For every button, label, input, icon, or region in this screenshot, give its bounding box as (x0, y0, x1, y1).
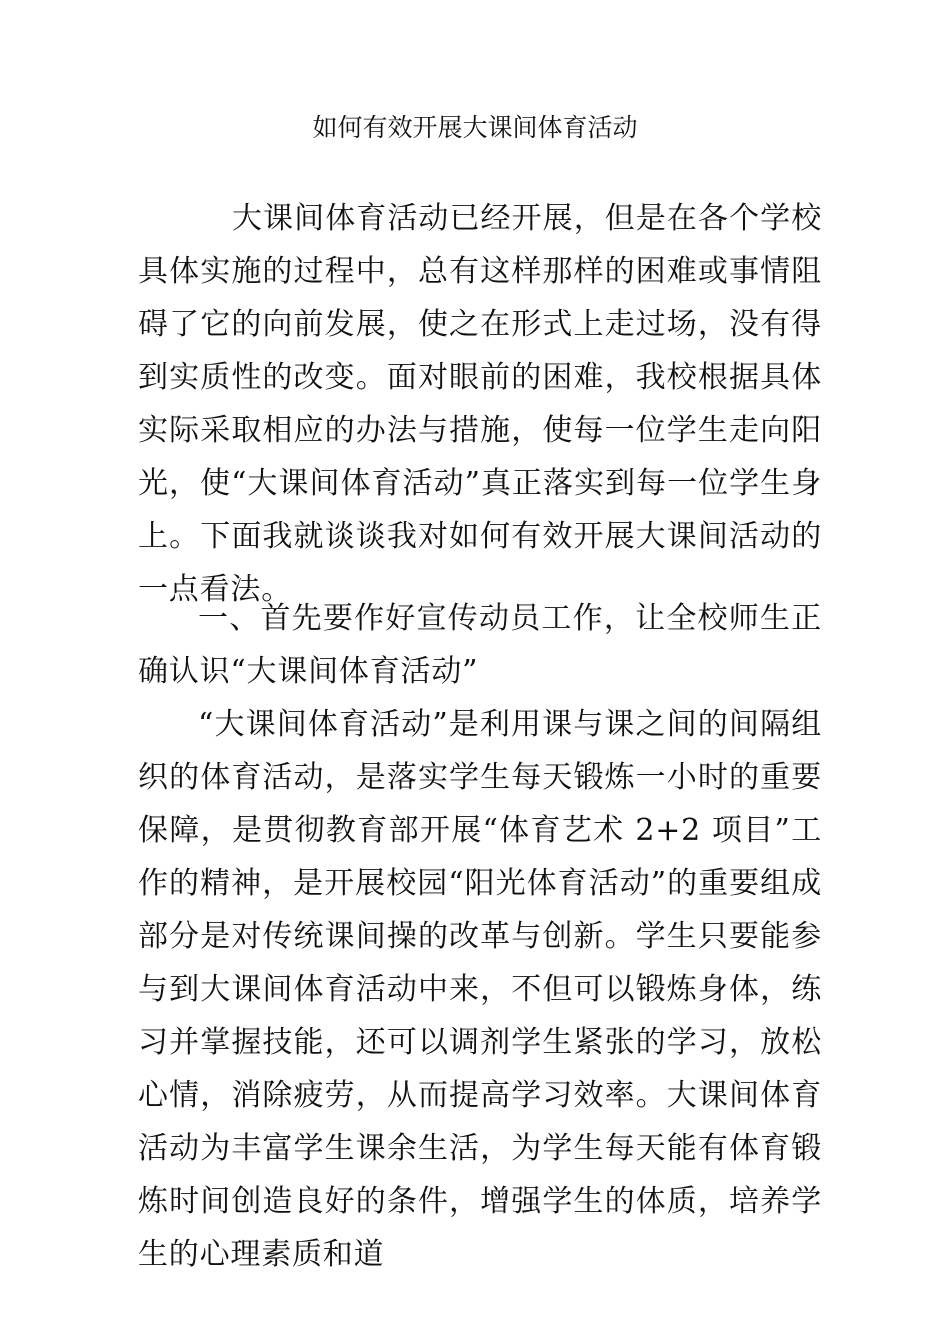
section-1-heading: 一、首先要作好宣传动员工作，让全校师生正确认识“大课间体育活动” (138, 601, 822, 689)
document-title: 如何有效开展大课间体育活动 (312, 113, 638, 142)
intro-paragraph: 大课间体育活动已经开展，但是在各个学校具体实施的过程中，总有这样那样的困难或事情阻碍了它的向前发展，使之在形式上走过场，没有得到实质性的改变。面对眼前的困难，我校根据具体实际采取相应的办法与措施，使每一位学生走向阳光，使“大课间体育活动”真正落实到每一位学生身上。下面我就谈谈我对如何有效开展大课间活动的一点看法。 (138, 201, 822, 607)
section-1-body: “大课间体育活动”是利用课与课之间的间隔组织的体育活动，是落实学生每天锻炼一小时的重要保障，是贯彻教育部开展“体育艺术 2+2 项目”工作的精神，是开展校园“阳光体育活动”的重要组成部分是对传统课间操的改革与创新。学生只要能参与到大课间体育活动中来，不但可以锻炼身体，练习并掌握技能，还可以调剂学生紧张的学习，放松心情，消除疲劳，从而提高学习效率。大课间体育活动为丰富学生课余生活，为学生每天能有体育锻炼时间创造良好的条件，增强学生的体质，培养学生的心理素质和道 (138, 707, 822, 1272)
